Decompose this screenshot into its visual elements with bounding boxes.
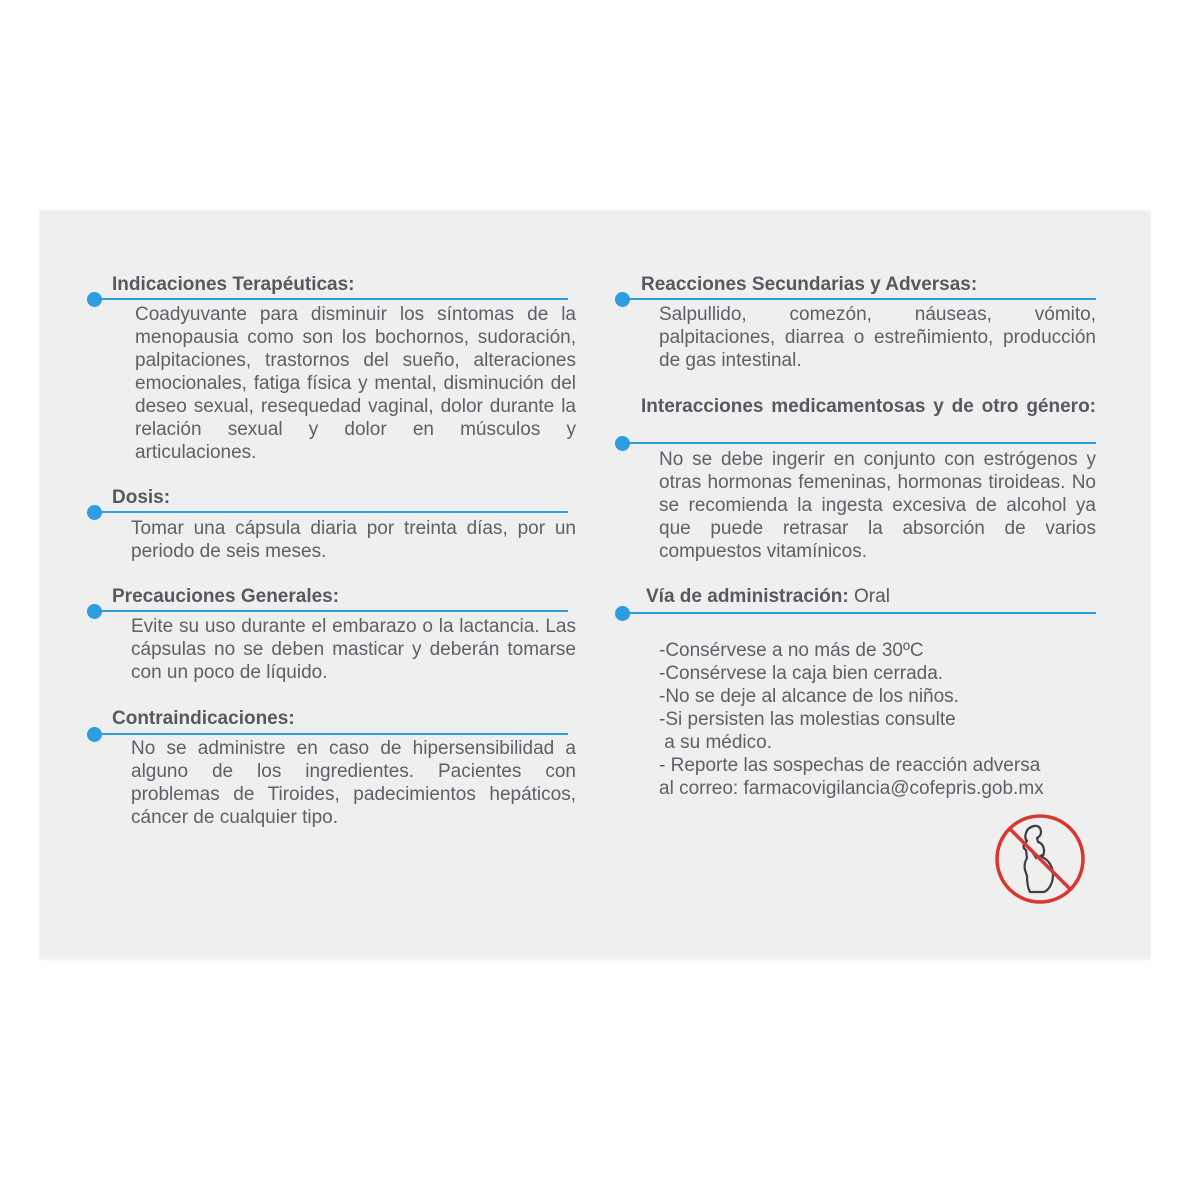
section-rule: [623, 442, 1096, 444]
via-value: Oral: [854, 586, 890, 607]
reacciones-heading: Reacciones Secundarias y Adversas:: [641, 274, 978, 295]
precauciones-heading: Precauciones Generales:: [112, 586, 340, 607]
section-rule: [95, 298, 568, 300]
section-rule: [623, 612, 1096, 614]
note-line: -Si persisten las molestias consulte: [659, 709, 956, 730]
note-line: -Consérvese la caja bien cerrada.: [659, 663, 944, 684]
section-rule: [95, 511, 568, 513]
contraindicaciones-heading: Contraindicaciones:: [112, 708, 295, 729]
note-line: -Consérvese a no más de 30ºC: [659, 640, 924, 661]
note-line: - Reporte las sospechas de reacción adversa: [659, 755, 1041, 776]
indicaciones-text: Coadyuvante para disminuir los síntomas de la menopausia como son los bochornos, sudoración, palpitaciones, trastornos del sueño, alteraciones emocionales, fatiga física y mental, disminución del deseo sexual, resequedad vaginal, dolor durante la relación sexual y dolor en músculos y articulaciones.: [135, 304, 576, 463]
contraindicaciones-text: No se administre en caso de hipersensibilidad a alguno de los ingredientes. Pacientes con problemas de Tiroides, padecimientos hepáticos, cáncer de cualquier tipo.: [131, 738, 576, 828]
indicaciones-heading: Indicaciones Terapéuticas:: [112, 274, 355, 295]
interacciones-heading: Interacciones medicamentosas y de otro género:: [641, 396, 1096, 417]
section-rule: [95, 610, 568, 612]
dosis-heading: Dosis:: [112, 487, 171, 508]
via-heading: [646, 586, 890, 608]
note-line: -No se deje al alcance de los niños.: [659, 686, 959, 707]
precauciones-text: Evite su uso durante el embarazo o la lactancia. Las cápsulas no se deben masticar y deberán tomarse con un poco de líquido.: [131, 616, 576, 683]
storage-notes: [659, 639, 1044, 800]
note-line: al correo: farmacovigilancia@cofepris.gob.mx: [659, 778, 1044, 799]
reacciones-text: Salpullido, comezón, náuseas, vómito, palpitaciones, diarrea o estreñimiento, producción de gas intestinal.: [659, 304, 1096, 371]
via-label: Vía de administración:: [646, 586, 849, 607]
section-rule: [623, 298, 1096, 300]
section-rule: [95, 733, 568, 735]
interacciones-text: No se debe ingerir en conjunto con estrógenos y otras hormonas femeninas, hormonas tiroideas. No se recomienda la ingesta excesiva de alcohol ya que puede retrasar la absorción de varios compuestos vitamínicos.: [659, 449, 1096, 562]
note-line: a su médico.: [659, 732, 772, 753]
no-pregnancy-icon: [994, 813, 1086, 905]
dosis-text: Tomar una cápsula diaria por treinta días, por un periodo de seis meses.: [131, 518, 576, 562]
